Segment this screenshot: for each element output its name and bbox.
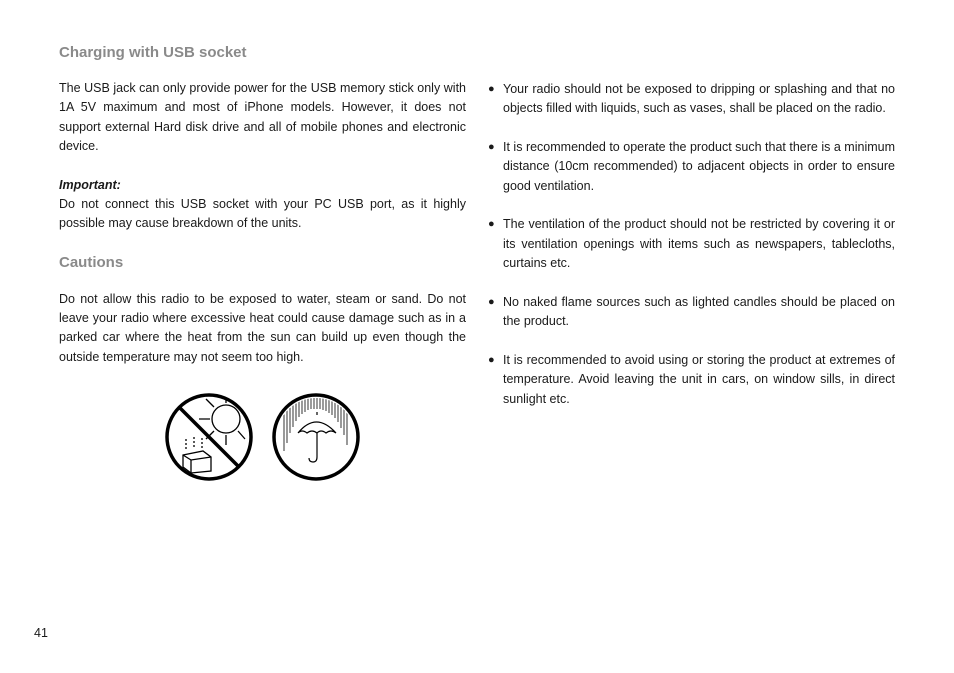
cautions-body: Do not allow this radio to be exposed to water, steam or sand. Do not leave your radio where excessive heat could cause damage such as in a parked car where the heat from the sun can build up even though the outside temperature may not seem too high.: [59, 291, 466, 364]
right-column: [488, 80, 895, 428]
caution-bullet: [488, 215, 895, 273]
bullet-text: It is recommended to operate the product such that there is a minimum distance (10cm recommended) to adjacent objects in order to ensure good ventilation.: [503, 140, 895, 193]
cautions-heading: Cautions: [59, 253, 124, 271]
caution-bullet: [488, 138, 895, 196]
bullet-text: No naked flame sources such as lighted candles should be placed on the product.: [503, 294, 895, 329]
bullet-dot: ●: [488, 83, 495, 95]
caution-bullet: [488, 351, 895, 409]
usb-section-heading: Charging with USB socket: [59, 44, 247, 61]
bullet-dot: ●: [488, 295, 495, 308]
no-sun-heat-icon: [165, 393, 255, 483]
bullet-text: The ventilation of the product should not be restricted by covering it or its ventilation openings with items such as newspapers, tablecloths, curtains etc.: [503, 217, 895, 271]
warning-icons: [165, 393, 361, 483]
bullet-text: Your radio should not be exposed to dripping or splashing and that no objects filled with liquids, such as vases, shall be placed on the radio.: [503, 82, 895, 116]
umbrella-rain-icon: [272, 393, 362, 483]
important-label: Important:: [59, 178, 121, 193]
important-body: Do not connect this USB socket with your PC USB port, as it highly possible may cause breakdown of the units.: [59, 197, 466, 231]
bullet-text: It is recommended to avoid using or storing the product at extremes of temperature. Avoid leaving the unit in cars, on window sills, in direct sunlight etc.: [503, 352, 895, 406]
caution-bullet: [488, 293, 895, 332]
bullet-dot: ●: [488, 218, 495, 231]
left-column: [59, 44, 466, 367]
page-number: 41: [34, 626, 48, 640]
caution-bullet: [488, 80, 895, 119]
usb-section-body: The USB jack can only provide power for the USB memory stick only with 1A 5V maximum and most of iPhone models. However, it does not support external Hard disk drive and all of mobile phones and electronic device.: [59, 81, 466, 153]
bullet-dot: ●: [488, 141, 495, 154]
bullet-dot: ●: [488, 353, 495, 366]
